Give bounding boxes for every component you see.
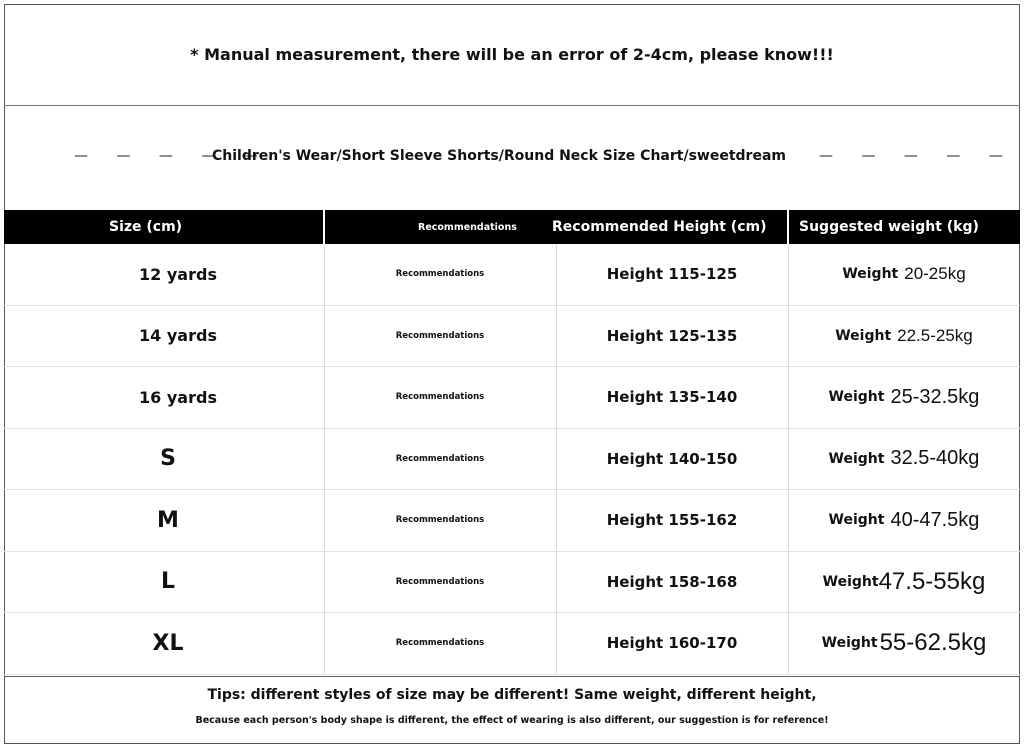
height-cell: Height 140-150 [606,449,738,468]
height-cell: Height 155-162 [606,511,738,530]
weight-label: Weight [835,327,892,344]
size-value: 16 yards [139,387,217,407]
table-row [4,613,1020,675]
tips-line-1: Tips: different styles of size may be different! Same weight, different height, [207,687,817,703]
size-cell [4,490,324,551]
tips-line-2: Because each person's body shape is different, the effect of wearing is also different, our suggestion is for reference! [195,715,829,726]
recommendation-cell: Recommendations [395,453,485,464]
height-cell: Height 158-168 [606,572,738,591]
tips-section [4,676,1020,744]
weight-label: Weight [821,635,878,652]
height-cell: Height 160-170 [606,634,738,653]
size-value: S [160,446,176,472]
table-header [4,210,1020,244]
size-value: 12 yards [139,264,217,284]
recommendation-cell: Recommendations [395,638,485,649]
notice-text: * Manual measurement, there will be an error of 2-4cm, please know!!! [190,45,834,64]
weight-label: Weight [828,450,885,467]
header-weight: Suggested weight (kg) [799,219,979,235]
weight-label: Weight [828,389,885,406]
size-value: 14 yards [139,326,217,346]
title-dashes-left: — — — — — [74,148,270,164]
weight-value: 20-25kg [904,264,966,284]
weight-cell [788,244,1020,305]
recommendation-cell: Recommendations [395,269,485,280]
header-separator [323,210,325,244]
size-value: XL [152,630,184,656]
weight-label: Weight [822,573,879,590]
weight-value: 25-32.5kg [890,385,980,408]
recommendation-cell: Recommendations [395,392,485,403]
size-cell [4,244,324,305]
weight-label: Weight [842,266,899,283]
weight-label: Weight [828,512,885,529]
header-separator [787,210,789,244]
chart-title: Children's Wear/Short Sleeve Shorts/Round Neck Size Chart/sweetdream [212,148,786,164]
size-cell [4,429,324,490]
weight-cell [788,552,1020,613]
recommendation-cell: Recommendations [395,330,485,341]
measurement-notice [4,4,1020,106]
height-cell: Height 125-135 [606,326,738,345]
weight-cell [788,490,1020,551]
table-row [4,244,1020,306]
recommendation-cell: Recommendations [395,576,485,587]
size-cell [4,306,324,367]
size-cell [4,552,324,613]
size-cell [4,613,324,674]
table-row [4,306,1020,368]
weight-cell [788,367,1020,428]
weight-value: 55-62.5kg [879,629,987,657]
header-size: Size (cm) [109,219,183,235]
weight-value: 22.5-25kg [897,325,973,345]
table-row [4,367,1020,429]
title-dashes-right: — — — — — [819,148,1015,164]
weight-value: 32.5-40kg [890,447,980,470]
weight-cell [788,613,1020,674]
header-height: Recommended Height (cm) [552,219,767,235]
table-row [4,490,1020,552]
size-value: L [160,569,176,595]
size-cell [4,367,324,428]
size-value: M [157,507,179,533]
height-cell: Height 135-140 [606,388,738,407]
weight-value: 40-47.5kg [890,508,980,531]
header-recommendations: Recommendations [418,221,517,233]
chart-title-row [4,106,1020,210]
weight-cell [788,306,1020,367]
height-cell: Height 115-125 [606,265,738,284]
table-row [4,552,1020,614]
recommendation-cell: Recommendations [395,515,485,526]
table-row [4,429,1020,491]
weight-value: 47.5-55kg [878,567,986,595]
weight-cell [788,429,1020,490]
